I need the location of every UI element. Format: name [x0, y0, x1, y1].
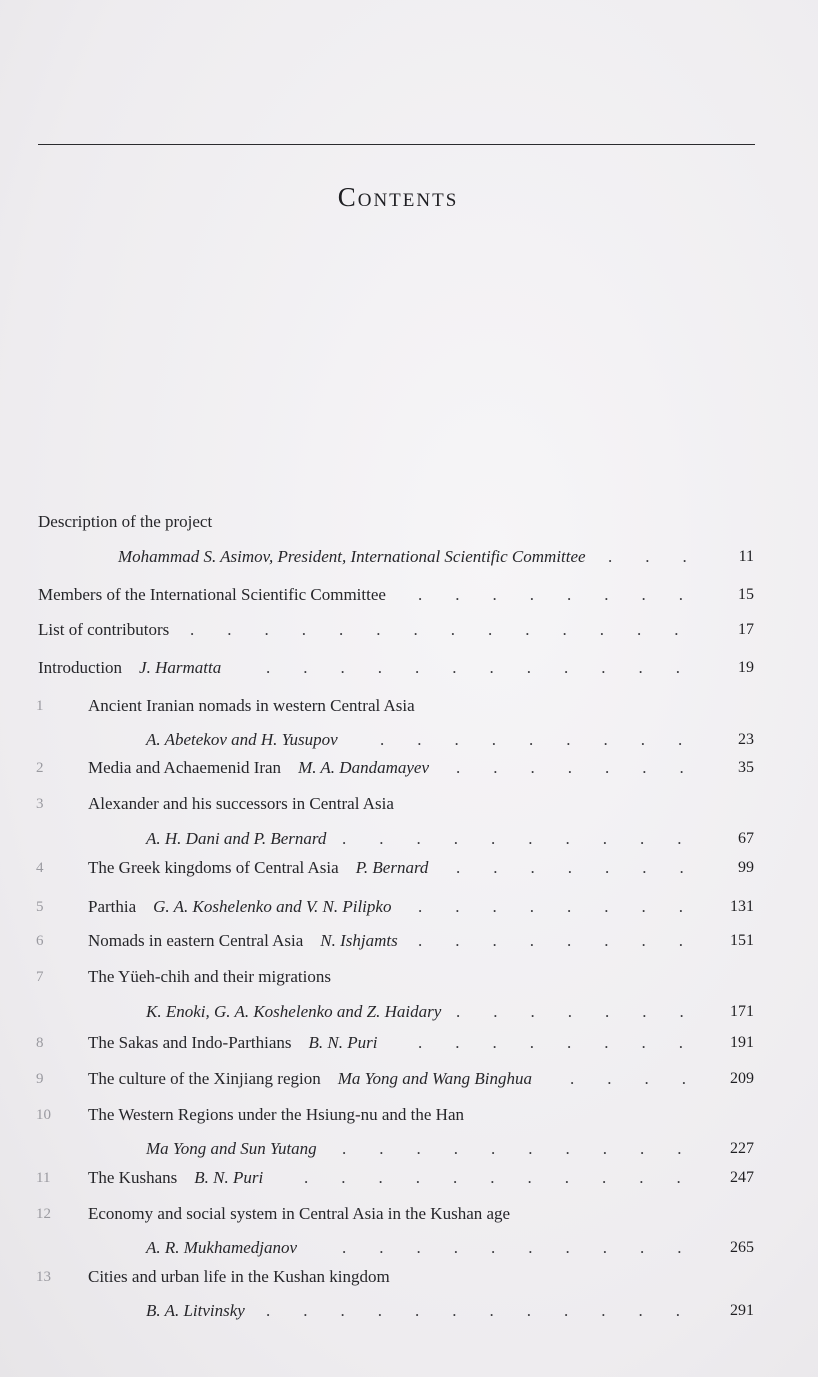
chapter-number: 9	[36, 1071, 44, 1087]
entry-title-line	[88, 931, 398, 951]
page-title: Contents	[337, 182, 459, 212]
entry-author: J. Harmatta	[139, 658, 222, 677]
leader-dots: ........	[418, 1033, 716, 1052]
page-number: 35	[738, 759, 754, 776]
chapter-number: 6	[36, 933, 44, 949]
entry-title-line	[38, 658, 221, 678]
entry-title: Alexander and his successors in Central Asia	[88, 794, 394, 813]
leader-dots: ..........	[342, 1238, 715, 1257]
entry-title-line	[88, 1069, 532, 1089]
entry-title: Members of the International Scientific Committee	[38, 585, 386, 604]
chapter-number: 11	[36, 1170, 51, 1186]
page-number: 67	[738, 830, 754, 847]
leader-dots: ....	[570, 1069, 719, 1088]
entry-author-line	[146, 1301, 245, 1321]
entry-author: B. N. Puri	[194, 1168, 264, 1187]
leader-dots: ........	[418, 585, 716, 604]
page-number: 291	[730, 1302, 754, 1319]
entry-title: Nomads in eastern Central Asia	[88, 931, 304, 950]
chapter-number: 8	[36, 1035, 44, 1051]
leader-dots: .......	[456, 1002, 717, 1021]
entry-author: N. Ishjamts	[320, 931, 398, 950]
chapter-number: 10	[36, 1107, 51, 1123]
leader-dots: ............	[266, 1301, 713, 1320]
entry-title: Economy and social system in Central Asia in the Kushan age	[88, 1204, 511, 1223]
leader-dots: ..............	[190, 620, 712, 639]
leader-dots: ...	[608, 547, 720, 566]
entry-title: Parthia	[88, 897, 137, 916]
entry-title-line	[88, 696, 415, 716]
chapter-number: 2	[36, 760, 44, 776]
entry-author: B. A. Litvinsky	[146, 1301, 245, 1320]
entry-author: K. Enoki, G. A. Koshelenko and Z. Haidary	[146, 1002, 442, 1021]
chapter-number: 12	[36, 1206, 51, 1222]
page-number: 265	[730, 1239, 754, 1256]
entry-title-line	[88, 1267, 390, 1287]
page-number: 227	[730, 1140, 754, 1157]
entry-title: Description of the project	[38, 512, 213, 531]
entry-title: The Western Regions under the Hsiung-nu and the Han	[88, 1105, 465, 1124]
entry-title-line	[88, 1105, 464, 1125]
entry-author-line	[146, 730, 338, 750]
leader-dots: .......	[456, 858, 717, 877]
entry-author-line	[146, 1139, 317, 1159]
page-number: 19	[738, 659, 754, 676]
leader-dots: .......	[456, 758, 717, 777]
page-number: 17	[738, 621, 754, 638]
entry-author: Mohammad S. Asimov, President, International Scientific Committee	[118, 547, 586, 566]
chapter-number: 13	[36, 1269, 51, 1285]
entry-author: A. Abetekov and H. Yusupov	[146, 730, 338, 749]
chapter-number: 4	[36, 860, 44, 876]
page-number: 247	[730, 1169, 754, 1186]
entry-title-line	[88, 897, 391, 917]
entry-title: Ancient Iranian nomads in western Central Asia	[88, 696, 415, 715]
entry-title: List of contributors	[38, 620, 170, 639]
entry-author: A. H. Dani and P. Bernard	[146, 829, 327, 848]
entry-title: The culture of the Xinjiang region	[88, 1069, 321, 1088]
page-number: 15	[738, 586, 754, 603]
entry-title-line	[88, 794, 394, 814]
entry-title: Cities and urban life in the Kushan kingdom	[88, 1267, 390, 1286]
entry-title: The Yüeh-chih and their migrations	[88, 967, 331, 986]
chapter-number: 1	[36, 698, 44, 714]
entry-title: Media and Achaemenid Iran	[88, 758, 282, 777]
entry-title-line	[88, 1033, 377, 1053]
entry-author: P. Bernard	[355, 858, 429, 877]
entry-author: G. A. Koshelenko and V. N. Pilipko	[153, 897, 392, 916]
entry-title: The Kushans	[88, 1168, 178, 1187]
entry-title-line	[38, 620, 169, 640]
entry-author-line	[146, 829, 326, 849]
page-number: 151	[730, 932, 754, 949]
entry-title-line	[88, 858, 428, 878]
leader-dots: ...........	[304, 1168, 714, 1187]
entry-title-line	[88, 967, 331, 987]
entry-title-line	[38, 512, 212, 532]
chapter-number: 5	[36, 899, 44, 915]
entry-author: M. A. Dandamayev	[298, 758, 429, 777]
page-number: 23	[738, 731, 754, 748]
entry-author-line	[146, 1238, 297, 1258]
page-number: 11	[738, 548, 754, 565]
leader-dots: ..........	[342, 1139, 715, 1158]
leader-dots: ........	[418, 931, 716, 950]
entry-title: The Sakas and Indo-Parthians	[88, 1033, 292, 1052]
entry-title-line	[38, 585, 386, 605]
entry-author: B. N. Puri	[308, 1033, 378, 1052]
entry-title-line	[88, 1204, 510, 1224]
page-number: 191	[730, 1034, 754, 1051]
page-number: 99	[738, 859, 754, 876]
page-number: 171	[730, 1003, 754, 1020]
chapter-number: 3	[36, 796, 44, 812]
entry-title-line	[88, 1168, 263, 1188]
entry-author-line	[146, 1002, 441, 1022]
leader-dots: .........	[380, 730, 716, 749]
page-number: 209	[730, 1070, 754, 1087]
entry-author-line	[118, 547, 586, 567]
entry-title: Introduction	[38, 658, 123, 677]
entry-title-line	[88, 758, 429, 778]
leader-dots: ............	[266, 658, 713, 677]
entry-author: A. R. Mukhamedjanov	[146, 1238, 298, 1257]
entry-author: Ma Yong and Wang Binghua	[337, 1069, 532, 1088]
entry-author: Ma Yong and Sun Yutang	[146, 1139, 317, 1158]
leader-dots: ........	[418, 897, 716, 916]
chapter-number: 7	[36, 969, 44, 985]
leader-dots: ..........	[342, 829, 715, 848]
page-number: 131	[730, 898, 754, 915]
entry-title: The Greek kingdoms of Central Asia	[88, 858, 339, 877]
